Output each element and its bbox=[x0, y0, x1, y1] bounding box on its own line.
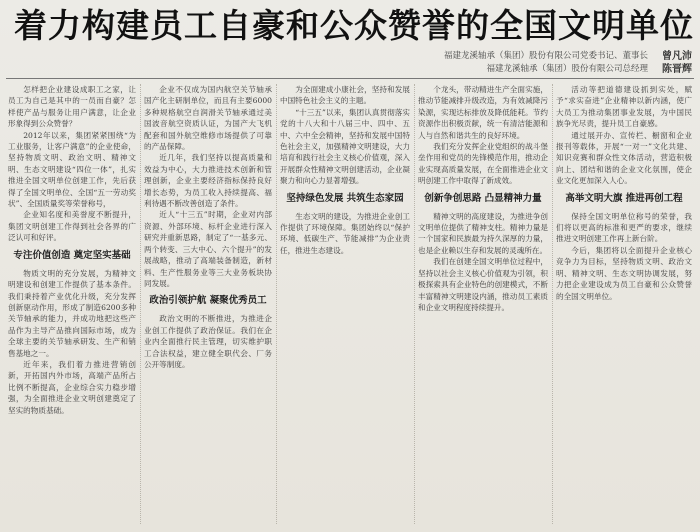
section-heading: 创新争创思路 凸显精神力量 bbox=[424, 192, 542, 204]
article-headline: 着力构建员工自豪和公众赞誉的全国文明单位 bbox=[14, 6, 694, 45]
paragraph: 企业不仅成为国内航空关节轴承国产化主研制单位，而且有主要6000多种规格航空自润滑关节轴承通过美国波音航空资质认证，为国产大飞机配套和国外航空维修市场提供了可靠的产品保障。 bbox=[144, 85, 272, 152]
paragraph: “十三五”以来，集团认真贯彻落实党的十八大和十八届三中、四中、五中、六中全会精神，坚持和发展中国特色社会主义，加强精神文明建设，大力培育和践行社会主义核心价值观，深入开展群众性精神文明创建活动，企业凝聚力和向心力显著增强。 bbox=[280, 107, 410, 186]
section-heading: 政治引领护航 凝聚优秀员工 bbox=[149, 295, 267, 307]
paragraph: 我们充分发挥企业党组织的战斗堡垒作用和党员的先锋模范作用，推动企业实现高质量发展，在全面推进企业文明创建工作中取得了新成效。 bbox=[418, 142, 548, 186]
byline bbox=[212, 50, 692, 76]
paragraph: 企业知名度和美誉度不断提升，集团文明创建工作得到社会各界的广泛认可和好评。 bbox=[8, 210, 136, 243]
paragraph: 2012年以来，集团紧紧围绕“为工业服务，让客户满意”的企业使命，坚持物质文明、政治文明、精神文明、生态文明建设“四位一体”，扎实推进全国文明单位创建工作，先后获得了全国文明单位、全国“五一劳动奖状”、全国质量奖等荣誉称号， bbox=[8, 130, 136, 209]
paragraph: 今后，集团将以全面提升企业核心竞争力为目标，坚持物质文明、政治文明、精神文明、生态文明协调发展，努力把企业建设成为员工自豪和公众赞誉的全国文明单位。 bbox=[556, 245, 692, 301]
article-column-3 bbox=[280, 84, 410, 528]
byline-org-2: 福建龙溪轴承（集团）股份有限公司总经理 bbox=[486, 64, 648, 74]
column-divider bbox=[552, 84, 553, 524]
paragraph: 政治文明的不断推进，为推进企业创工作提供了政治保证。我们在企业内全面推行民主管理，切实维护职工合法权益，建立健全职代会、厂务公开等制度。 bbox=[144, 314, 272, 369]
paragraph: 近人“十三五”时期，企业对内部资源、外部环境、标杆企业进行深入研究并重新思路，制定了“一基多元、两个转变、三大中心、六个提升”的发展战略，推动了高端装备制造，新材料、生产性服务业等三大业务板块协同发展。 bbox=[144, 210, 272, 288]
paragraph: 近几年，我们坚持以提高质量和效益为中心，大力推进技术创新和管理创新，企业主要经济指标保持良好增长态势，为员工收入持续提高、福利待遇不断改善创造了条件。 bbox=[144, 153, 272, 209]
byline-org-1: 福建龙溪轴承（集团）股份有限公司党委书记、董事长 bbox=[443, 51, 648, 61]
paragraph: 近年来，我们着力推进营销创新，开拓国内外市场，高端产品所占比例不断提高，企业综合实力稳步增强，为全面推进企业文明创建奠定了坚实的物质基础。 bbox=[8, 359, 136, 415]
paragraph: 活动等把道德建设抓到实处，赋予“求实奋进”企业精神以新内涵，使广大员工为推动集团事业发展，为中国民族争光尽责，提升员工自豪感。 bbox=[556, 85, 692, 129]
article-column-2 bbox=[144, 84, 272, 528]
paragraph: 物质文明的充分发展，为精神文明建设和创建工作提供了基本条件。我们秉持着产业优化升级，充分发挥创新驱动作用，形成了制造6200多种关节轴承的能力，并成功地把这些产品作为主导产品推向国际市场，成为全球主要的关节轴承研发、生产和销售基地之一。 bbox=[8, 268, 136, 358]
section-heading: 高举文明大旗 推进再创工程 bbox=[565, 192, 683, 204]
paragraph: 我们在创建全国文明单位过程中，坚持以社会主义核心价值观为引领，积极探索具有企业特色的创建模式，不断丰富精神文明建设内涵，推动员工素质和企业文明程度持续提升。 bbox=[418, 257, 548, 312]
header-rule bbox=[6, 78, 694, 79]
section-heading: 坚持绿色发展 共筑生态家园 bbox=[286, 192, 404, 204]
article-column-1 bbox=[8, 84, 136, 528]
paragraph: 通过展开办、宣传栏、橱窗和企业报刊等载体，开展“一对一”文化共建、知识竞赛和群众性文体活动，营造积极向上、团结和谐的企业文化氛围，使企业文化更加深入人心。 bbox=[556, 130, 692, 186]
article-column-5 bbox=[556, 84, 692, 528]
byline-name-2: 陈晋辉 bbox=[662, 64, 692, 75]
paragraph: 生态文明的建设，为推进企业创工作提供了环境保障。集团始终以“保护环境、低碳生产、节能减排”为企业责任，推进生态建设。 bbox=[280, 211, 410, 255]
section-heading: 专注价值创造 奠定坚实基础 bbox=[13, 249, 131, 261]
paragraph: 为全面建成小康社会，坚持和发展中国特色社会主义的主题。 bbox=[280, 85, 410, 106]
article-column-4 bbox=[418, 84, 548, 528]
byline-name-1: 曾凡沛 bbox=[662, 51, 692, 62]
paragraph: 个龙头，带动精进生产全面实施，推动节能减排升级改造，为有效减降污染源，实现达标排放及降低能耗。节约资源作出积极贡献，统一有清洁能源和人与自然和谐共生的良好环境。 bbox=[418, 85, 548, 140]
column-divider bbox=[276, 84, 277, 524]
paragraph: 怎样把企业建设成职工之家，让员工为自己是其中的一员而自豪？怎样使产品与服务让用户满意，让企业形象得到公众赞誉？ bbox=[8, 85, 136, 129]
column-divider bbox=[414, 84, 415, 524]
column-divider bbox=[140, 84, 141, 524]
paragraph: 精神文明的高度建设，为推进争创文明单位提供了精神支柱。精神力量是一个国家和民族最为持久深厚的力量，也是企业赖以生存和发展的灵魂所在。 bbox=[418, 211, 548, 255]
paragraph: 保持全国文明单位称号的荣誉，我们将以更高的标准和更严的要求，继续推进文明创建工作再上新台阶。 bbox=[556, 211, 692, 244]
